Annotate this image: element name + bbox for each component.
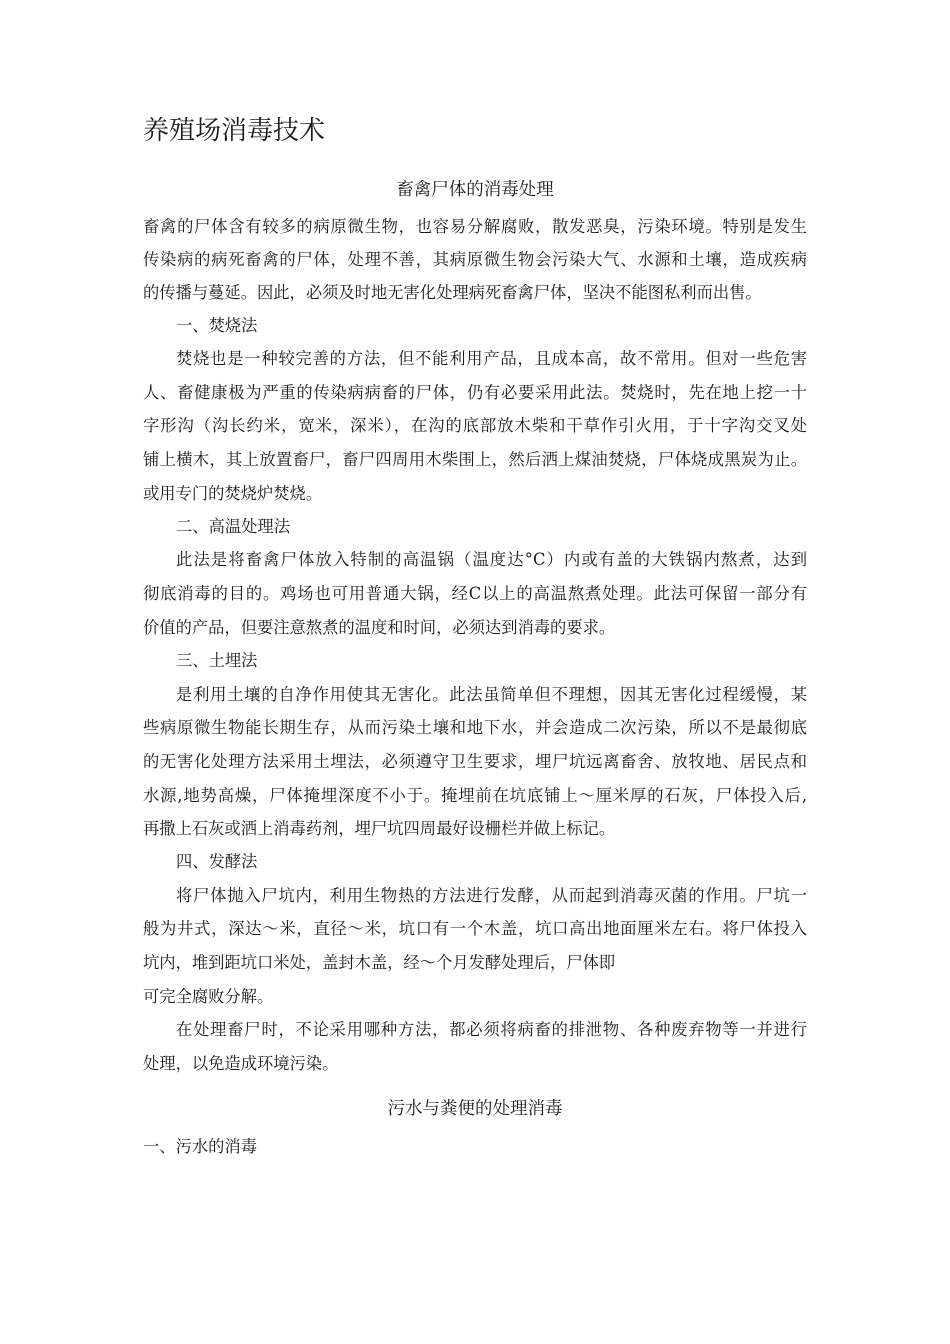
paragraph-line: 字形沟（沟长约米，宽米，深米），在沟的底部放木柴和干草作引火用，于十字沟交叉处: [143, 416, 807, 435]
method-heading-high-temp: 二、高温处理法: [176, 517, 290, 536]
method-heading-burial: 三、土埋法: [176, 651, 258, 670]
paragraph-line: 处理，以免造成环境污染。: [143, 1054, 339, 1073]
paragraph-line: 的传播与蔓延。因此，必须及时地无害化处理病死畜禽尸体，坚决不能图私利而出售。: [143, 283, 762, 302]
paragraph-line: 般为井式，深达〜米，直径〜米，坑口有一个木盖，坑口高出地面厘米左右。将尸体投入: [143, 919, 807, 938]
paragraph-line: 可完全腐败分解。: [143, 987, 274, 1006]
paragraph-line: 此法是将畜禽尸体放入特制的高温锅（温度达°C）内或有盖的大铁锅内熬煮，达到: [176, 550, 807, 569]
method-heading-incineration: 一、焚烧法: [176, 316, 258, 335]
paragraph-line: 铺上横木，其上放置畜尸，畜尸四周用木柴围上，然后洒上煤油焚烧，尸体烧成黑炭为止。: [143, 450, 807, 469]
paragraph-line: 价值的产品，但要注意熬煮的温度和时间，必须达到消毒的要求。: [143, 618, 616, 637]
document-title: 养殖场消毒技术: [143, 116, 326, 146]
section-heading-carcass: 畜禽尸体的消毒处理: [396, 180, 554, 200]
paragraph-line: 彻底消毒的目的。鸡场也可用普通大锅，经C以上的高温熬煮处理。此法可保留一部分有: [143, 584, 807, 603]
paragraph-line: 水源,地势高燥，尸体掩埋深度不小于。掩埋前在坑底铺上〜厘米厚的石灰，尸体投入后,: [143, 786, 807, 805]
paragraph-line: 些病原微生物能长期生存，从而污染土壤和地下水，并会造成二次污染，所以不是最彻底: [143, 718, 807, 737]
paragraph-line: 畜禽的尸体含有较多的病原微生物，也容易分解腐败，散发恶臭，污染环境。特别是发生: [143, 217, 807, 236]
paragraph-line: 焚烧也是一种较完善的方法，但不能利用产品，且成本高，故不常用。但对一些危害: [176, 349, 807, 368]
paragraph-line: 在处理畜尸时，不论采用哪种方法，都必须将病畜的排泄物、各种废弃物等一并进行: [176, 1020, 807, 1039]
section-heading-sewage: 污水与粪便的处理消毒: [387, 1099, 563, 1119]
paragraph-line: 人、畜健康极为严重的传染病病畜的尸体，仍有必要采用此法。焚烧时，先在地上挖一十: [143, 383, 807, 402]
paragraph-line: 或用专门的焚烧炉焚烧。: [143, 484, 323, 503]
paragraph-line: 传染病的病死畜禽的尸体，处理不善，其病原微生物会污染大气、水源和土壤，造成疾病: [143, 250, 807, 269]
paragraph-line: 是利用土壤的自净作用使其无害化。此法虽简单但不理想，因其无害化过程缓慢，某: [176, 685, 807, 704]
paragraph-line: 将尸体抛入尸坑内，利用生物热的方法进行发酵，从而起到消毒灭菌的作用。尸坑一: [176, 886, 807, 905]
paragraph-line: 坑内，堆到距坑口米处，盖封木盖，经〜个月发酵处理后，尸体即: [143, 953, 616, 972]
method-heading-fermentation: 四、发酵法: [176, 852, 258, 871]
paragraph-line: 再撒上石灰或洒上消毒药剂，埋尸坑四周最好设栅栏并做上标记。: [143, 819, 616, 838]
subsection-heading-sewage-disinfection: 一、污水的消毒: [143, 1137, 257, 1156]
paragraph-line: 的无害化处理方法采用土埋法，必须遵守卫生要求，埋尸坑远离畜舍、放牧地、居民点和: [143, 752, 807, 771]
